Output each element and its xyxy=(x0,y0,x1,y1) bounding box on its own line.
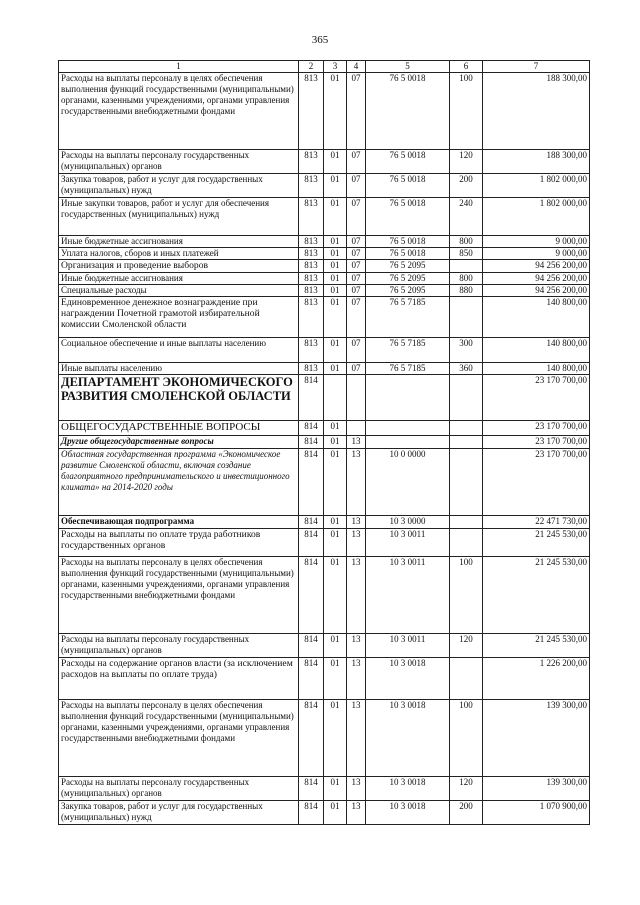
row-sum-cell: 21 245 530,00 xyxy=(483,529,590,557)
row-expense-type-cell: 120 xyxy=(450,150,483,174)
table-row xyxy=(59,174,590,198)
table-row xyxy=(59,777,590,801)
row-subsection-cell: 13 xyxy=(347,658,366,700)
row-sum-cell: 23 170 700,00 xyxy=(483,449,590,516)
row-target-cell xyxy=(366,421,450,436)
row-section-cell: 01 xyxy=(324,801,347,825)
row-subsection-cell: 07 xyxy=(347,236,366,248)
row-target-cell: 76 5 7185 xyxy=(366,297,450,338)
row-section-cell: 01 xyxy=(324,236,347,248)
table-row xyxy=(59,421,590,436)
row-name-cell: Закупка товаров, работ и услуг для государственных (муниципальных) нужд xyxy=(59,174,299,198)
header-cell: 3 xyxy=(324,61,347,73)
row-sum-cell: 188 300,00 xyxy=(483,73,590,150)
row-target-cell: 76 5 2095 xyxy=(366,260,450,273)
row-target-cell: 76 5 7185 xyxy=(366,338,450,363)
row-expense-type-cell: 100 xyxy=(450,700,483,777)
row-code-cell: 814 xyxy=(299,516,324,529)
row-expense-type-cell: 800 xyxy=(450,273,483,285)
row-section-cell: 01 xyxy=(324,260,347,273)
row-subsection-cell: 07 xyxy=(347,273,366,285)
row-target-cell: 76 5 2095 xyxy=(366,273,450,285)
row-expense-type-cell xyxy=(450,658,483,700)
row-subsection-cell: 07 xyxy=(347,285,366,297)
table-row xyxy=(59,557,590,634)
row-target-cell: 76 5 0018 xyxy=(366,150,450,174)
table-row xyxy=(59,449,590,516)
row-name-cell: Иные закупки товаров, работ и услуг для обеспечения государственных (муниципальных) нужд xyxy=(59,198,299,236)
row-target-cell: 76 5 0018 xyxy=(366,236,450,248)
row-subsection-cell: 13 xyxy=(347,449,366,516)
table-row xyxy=(59,375,590,421)
row-section-cell: 01 xyxy=(324,150,347,174)
row-code-cell: 813 xyxy=(299,297,324,338)
row-expense-type-cell xyxy=(450,297,483,338)
row-section-cell: 01 xyxy=(324,174,347,198)
row-subsection-cell: 13 xyxy=(347,700,366,777)
row-code-cell: 813 xyxy=(299,150,324,174)
page-number: 365 xyxy=(311,34,329,46)
row-sum-cell: 23 170 700,00 xyxy=(483,436,590,449)
row-expense-type-cell: 240 xyxy=(450,198,483,236)
row-section-cell: 01 xyxy=(324,248,347,260)
row-code-cell: 814 xyxy=(299,777,324,801)
row-code-cell: 814 xyxy=(299,700,324,777)
row-name-cell: Областная государственная программа «Экономическое развитие Смоленской области, включая создание благоприятного предпринимательского и инвестиционного климата» на 2014-2020 годы xyxy=(59,449,299,516)
row-name-cell: Расходы на выплаты персоналу в целях обеспечения выполнения функций государственными (муниципальными) органами, казенными учреждениями, органами управления государственными внебюджетными фондами xyxy=(59,700,299,777)
row-subsection-cell: 07 xyxy=(347,363,366,375)
row-expense-type-cell: 120 xyxy=(450,777,483,801)
row-subsection-cell: 07 xyxy=(347,260,366,273)
row-subsection-cell: 07 xyxy=(347,174,366,198)
row-section-cell: 01 xyxy=(324,777,347,801)
row-expense-type-cell: 880 xyxy=(450,285,483,297)
row-subsection-cell: 07 xyxy=(347,150,366,174)
row-subsection-cell: 07 xyxy=(347,248,366,260)
row-expense-type-cell: 300 xyxy=(450,338,483,363)
row-section-cell: 01 xyxy=(324,700,347,777)
row-expense-type-cell: 850 xyxy=(450,248,483,260)
table-row xyxy=(59,516,590,529)
row-code-cell: 813 xyxy=(299,285,324,297)
row-expense-type-cell: 360 xyxy=(450,363,483,375)
table-row xyxy=(59,297,590,338)
row-sum-cell: 140 800,00 xyxy=(483,363,590,375)
row-name-cell: Социальное обеспечение и иные выплаты населению xyxy=(59,338,299,363)
row-subsection-cell: 07 xyxy=(347,198,366,236)
table-row xyxy=(59,150,590,174)
row-section-cell: 01 xyxy=(324,557,347,634)
row-name-cell: Единовременное денежное вознаграждение при награждении Почетной грамотой избирательной комиссии Смоленской области xyxy=(59,297,299,338)
row-sum-cell: 188 300,00 xyxy=(483,150,590,174)
row-name-cell: ДЕПАРТАМЕНТ ЭКОНОМИЧЕСКОГО РАЗВИТИЯ СМОЛЕНСКОЙ ОБЛАСТИ xyxy=(59,375,299,421)
row-section-cell: 01 xyxy=(324,285,347,297)
table-row xyxy=(59,436,590,449)
row-target-cell: 76 5 7185 xyxy=(366,363,450,375)
row-name-cell: Расходы на выплаты по оплате труда работников государственных органов xyxy=(59,529,299,557)
row-name-cell: Расходы на выплаты персоналу в целях обеспечения выполнения функций государственными (муниципальными) органами, казенными учреждениями, органами управления государственными внебюджетными фондами xyxy=(59,557,299,634)
row-name-cell: Иные бюджетные ассигнования xyxy=(59,236,299,248)
row-sum-cell: 139 300,00 xyxy=(483,777,590,801)
row-expense-type-cell xyxy=(450,260,483,273)
row-target-cell: 10 3 0018 xyxy=(366,801,450,825)
row-subsection-cell: 07 xyxy=(347,338,366,363)
row-code-cell: 814 xyxy=(299,375,324,421)
row-sum-cell: 23 170 700,00 xyxy=(483,375,590,421)
row-target-cell: 10 0 0000 xyxy=(366,449,450,516)
header-cell: 4 xyxy=(347,61,366,73)
row-section-cell xyxy=(324,375,347,421)
table-row xyxy=(59,700,590,777)
header-cell: 7 xyxy=(483,61,590,73)
row-expense-type-cell: 120 xyxy=(450,634,483,658)
row-code-cell: 813 xyxy=(299,236,324,248)
row-name-cell: Закупка товаров, работ и услуг для государственных (муниципальных) нужд xyxy=(59,801,299,825)
row-expense-type-cell xyxy=(450,516,483,529)
header-cell: 5 xyxy=(366,61,450,73)
row-expense-type-cell: 200 xyxy=(450,174,483,198)
row-name-cell: Расходы на выплаты персоналу государственных (муниципальных) органов xyxy=(59,634,299,658)
row-sum-cell: 140 800,00 xyxy=(483,297,590,338)
row-code-cell: 813 xyxy=(299,363,324,375)
table-row xyxy=(59,73,590,150)
row-name-cell: Организация и проведение выборов xyxy=(59,260,299,273)
row-expense-type-cell: 800 xyxy=(450,236,483,248)
row-sum-cell: 94 256 200,00 xyxy=(483,285,590,297)
header-cell: 6 xyxy=(450,61,483,73)
row-subsection-cell: 07 xyxy=(347,297,366,338)
row-target-cell: 10 3 0011 xyxy=(366,529,450,557)
row-name-cell: Специальные расходы xyxy=(59,285,299,297)
header-cell: 1 xyxy=(59,61,299,73)
row-name-cell: Расходы на выплаты персоналу в целях обеспечения выполнения функций государственными (муниципальными) органами, казенными учреждениями, органами управления государственными внебюджетными фондами xyxy=(59,73,299,150)
row-subsection-cell: 07 xyxy=(347,73,366,150)
row-sum-cell: 21 245 530,00 xyxy=(483,634,590,658)
row-name-cell: Расходы на выплаты персоналу государственных (муниципальных) органов xyxy=(59,777,299,801)
row-target-cell: 76 5 0018 xyxy=(366,248,450,260)
table-row xyxy=(59,634,590,658)
row-code-cell: 814 xyxy=(299,557,324,634)
row-sum-cell: 139 300,00 xyxy=(483,700,590,777)
budget-table xyxy=(58,60,590,825)
row-sum-cell: 140 800,00 xyxy=(483,338,590,363)
row-code-cell: 813 xyxy=(299,174,324,198)
row-section-cell: 01 xyxy=(324,421,347,436)
row-code-cell: 814 xyxy=(299,529,324,557)
header-row xyxy=(59,61,590,73)
row-sum-cell: 94 256 200,00 xyxy=(483,260,590,273)
row-target-cell: 10 3 0018 xyxy=(366,700,450,777)
row-expense-type-cell xyxy=(450,375,483,421)
row-sum-cell: 1 226 200,00 xyxy=(483,658,590,700)
table-row xyxy=(59,363,590,375)
row-section-cell: 01 xyxy=(324,449,347,516)
row-sum-cell: 22 471 730,00 xyxy=(483,516,590,529)
row-section-cell: 01 xyxy=(324,297,347,338)
row-name-cell: Обеспечивающая подпрограмма xyxy=(59,516,299,529)
row-subsection-cell xyxy=(347,375,366,421)
row-name-cell: Расходы на выплаты персоналу государственных (муниципальных) органов xyxy=(59,150,299,174)
row-target-cell: 10 3 0018 xyxy=(366,658,450,700)
table-row xyxy=(59,248,590,260)
row-name-cell: Расходы на содержание органов власти (за исключением расходов на выплаты по оплате труда) xyxy=(59,658,299,700)
row-sum-cell: 1 802 000,00 xyxy=(483,174,590,198)
row-name-cell: ОБЩЕГОСУДАРСТВЕННЫЕ ВОПРОСЫ xyxy=(59,421,299,436)
row-target-cell xyxy=(366,375,450,421)
row-target-cell: 76 5 0018 xyxy=(366,174,450,198)
row-code-cell: 814 xyxy=(299,436,324,449)
row-expense-type-cell xyxy=(450,529,483,557)
row-sum-cell: 1 802 000,00 xyxy=(483,198,590,236)
row-subsection-cell: 13 xyxy=(347,436,366,449)
row-section-cell: 01 xyxy=(324,634,347,658)
row-sum-cell: 23 170 700,00 xyxy=(483,421,590,436)
row-section-cell: 01 xyxy=(324,198,347,236)
row-name-cell: Иные бюджетные ассигнования xyxy=(59,273,299,285)
row-expense-type-cell xyxy=(450,436,483,449)
row-section-cell: 01 xyxy=(324,658,347,700)
row-code-cell: 814 xyxy=(299,421,324,436)
row-section-cell: 01 xyxy=(324,273,347,285)
row-name-cell: Иные выплаты населению xyxy=(59,363,299,375)
row-target-cell: 10 3 0018 xyxy=(366,777,450,801)
row-subsection-cell xyxy=(347,421,366,436)
row-subsection-cell: 13 xyxy=(347,516,366,529)
row-code-cell: 814 xyxy=(299,658,324,700)
row-sum-cell: 94 256 200,00 xyxy=(483,273,590,285)
row-target-cell xyxy=(366,436,450,449)
table-row xyxy=(59,801,590,825)
table-row xyxy=(59,658,590,700)
row-section-cell: 01 xyxy=(324,436,347,449)
table-row xyxy=(59,529,590,557)
row-target-cell: 76 5 0018 xyxy=(366,73,450,150)
row-subsection-cell: 13 xyxy=(347,557,366,634)
table-row xyxy=(59,285,590,297)
row-code-cell: 813 xyxy=(299,338,324,363)
row-code-cell: 813 xyxy=(299,273,324,285)
row-target-cell: 10 3 0011 xyxy=(366,557,450,634)
row-section-cell: 01 xyxy=(324,363,347,375)
table-row xyxy=(59,260,590,273)
row-name-cell: Другие общегосударственные вопросы xyxy=(59,436,299,449)
table-row xyxy=(59,338,590,363)
row-subsection-cell: 13 xyxy=(347,801,366,825)
row-expense-type-cell xyxy=(450,421,483,436)
table-row xyxy=(59,198,590,236)
row-section-cell: 01 xyxy=(324,529,347,557)
row-target-cell: 76 5 0018 xyxy=(366,198,450,236)
row-subsection-cell: 13 xyxy=(347,634,366,658)
row-code-cell: 814 xyxy=(299,449,324,516)
row-code-cell: 813 xyxy=(299,260,324,273)
row-expense-type-cell: 100 xyxy=(450,557,483,634)
row-target-cell: 10 3 0011 xyxy=(366,634,450,658)
row-sum-cell: 9 000,00 xyxy=(483,236,590,248)
row-expense-type-cell: 200 xyxy=(450,801,483,825)
row-target-cell: 76 5 2095 xyxy=(366,285,450,297)
row-sum-cell: 9 000,00 xyxy=(483,248,590,260)
row-code-cell: 813 xyxy=(299,73,324,150)
row-subsection-cell: 13 xyxy=(347,777,366,801)
row-code-cell: 814 xyxy=(299,634,324,658)
row-expense-type-cell: 100 xyxy=(450,73,483,150)
row-subsection-cell: 13 xyxy=(347,529,366,557)
row-section-cell: 01 xyxy=(324,516,347,529)
row-name-cell: Уплата налогов, сборов и иных платежей xyxy=(59,248,299,260)
row-code-cell: 813 xyxy=(299,198,324,236)
row-expense-type-cell xyxy=(450,449,483,516)
budget-table-body xyxy=(59,61,590,825)
header-cell: 2 xyxy=(299,61,324,73)
row-code-cell: 813 xyxy=(299,248,324,260)
table-row xyxy=(59,236,590,248)
row-section-cell: 01 xyxy=(324,338,347,363)
table-row xyxy=(59,273,590,285)
row-sum-cell: 1 070 900,00 xyxy=(483,801,590,825)
row-target-cell: 10 3 0000 xyxy=(366,516,450,529)
row-code-cell: 814 xyxy=(299,801,324,825)
row-sum-cell: 21 245 530,00 xyxy=(483,557,590,634)
row-section-cell: 01 xyxy=(324,73,347,150)
